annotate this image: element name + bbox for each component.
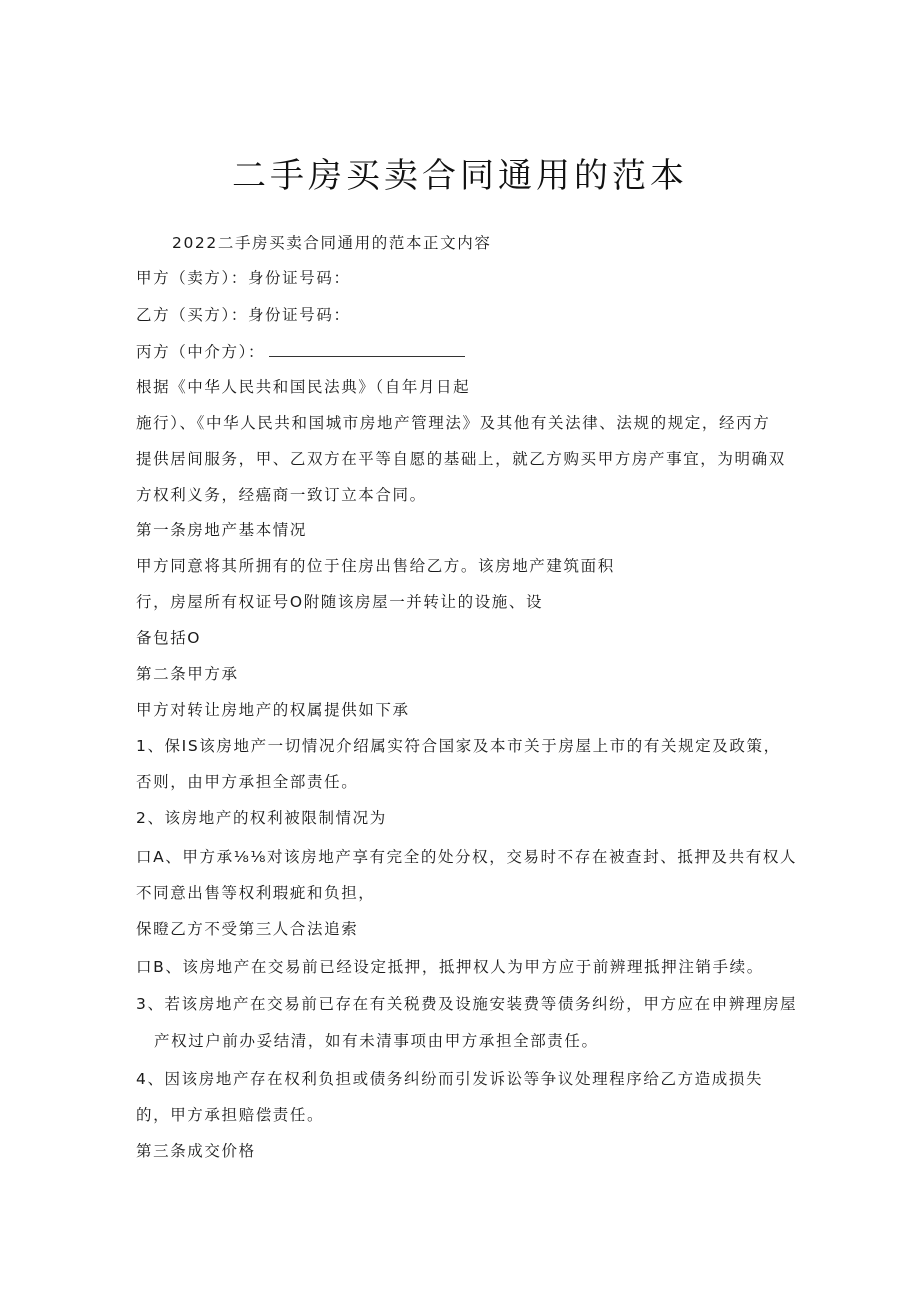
intro-line: 2022二手房买卖合同通用的范本正文内容 bbox=[172, 234, 492, 252]
paragraph-line: 的，甲方承担赔偿责任。 bbox=[136, 1106, 325, 1124]
list-item: 3、若该房地产在交易前已存在有关税费及设施安装费等债务纠纷，甲方应在申辨理房屋 bbox=[136, 995, 798, 1013]
section-heading: 第一条房地产基本情况 bbox=[136, 521, 308, 539]
checkbox-option: 口A、甲方承⅛⅛对该房地产享有完全的处分权，交易时不存在被查封、抵押及共有权人 bbox=[136, 848, 798, 866]
document-title: 二手房买卖合同通用的范本 bbox=[232, 156, 688, 196]
list-item: 1、保IS该房地产一切情况介绍属实符合国家及本市关于房屋上市的有关规定及政策， bbox=[136, 737, 781, 755]
paragraph-line: 提供居间服务，甲、乙双方在平等自愿的基础上，就乙方购买甲方房产事宜，为明确双 bbox=[136, 450, 786, 468]
party-c-line bbox=[136, 341, 465, 363]
paragraph-line: 备包括O bbox=[136, 629, 202, 647]
paragraph-line: 方权利义务，经癌商一致订立本合同。 bbox=[136, 486, 427, 504]
section-heading: 第二条甲方承 bbox=[136, 665, 239, 683]
paragraph-line: 产权过户前办妥结清，如有未清事项由甲方承担全部责任。 bbox=[154, 1032, 599, 1050]
paragraph-line: 根据《中华人民共和国民法典》（自年月日起 bbox=[136, 378, 471, 396]
paragraph-line: 不同意出售等权利瑕疵和负担， bbox=[136, 884, 376, 902]
paragraph-line: 施行）、《中华人民共和国城市房地产管理法》及其他有关法律、法规的规定，经丙方 bbox=[136, 414, 771, 432]
list-item: 2、该房地产的权利被限制情况为 bbox=[136, 809, 387, 827]
list-item: 4、因该房地产存在权利负担或债务纠纷而引发诉讼等争议处理程序给乙方造成损失 bbox=[136, 1070, 764, 1088]
paragraph-line: 保瞪乙方不受第三人合法追索 bbox=[136, 920, 359, 938]
party-a-line: 甲方（卖方）：身份证号码： bbox=[136, 269, 351, 287]
paragraph-line: 甲方对转让房地产的权属提供如下承 bbox=[136, 701, 410, 719]
checkbox-option: 口B、该房地产在交易前已经设定抵押，抵押权人为甲方应于前辨理抵押注销手续。 bbox=[136, 958, 764, 976]
paragraph-line: 甲方同意将其所拥有的位于住房出售给乙方。该房地产建筑面积 bbox=[136, 557, 615, 575]
party-c-label: 丙方（中介方）： bbox=[136, 343, 266, 361]
blank-field bbox=[269, 341, 465, 357]
section-heading: 第三条成交价格 bbox=[136, 1142, 256, 1160]
paragraph-line: 行，房屋所有权证号O附随该房屋一并转让的设施、设 bbox=[136, 593, 544, 611]
party-b-line: 乙方（买方）：身份证号码： bbox=[136, 306, 351, 324]
paragraph-line: 否则，由甲方承担全部责任。 bbox=[136, 773, 359, 791]
